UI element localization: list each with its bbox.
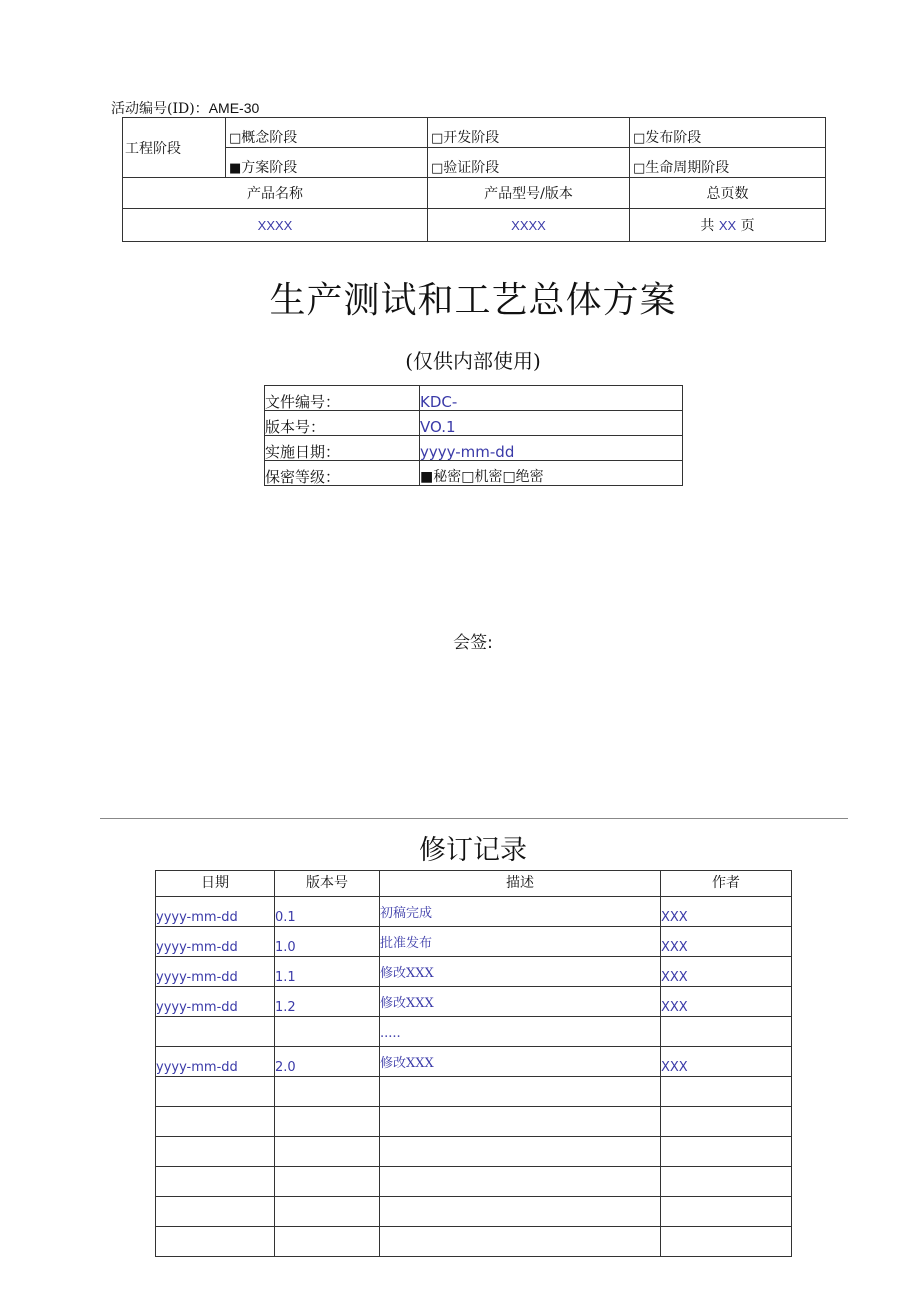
info-row-version: 版本号： VO.1: [265, 411, 683, 436]
revision-cell-author: [661, 1197, 792, 1227]
revision-cell-author: [661, 1167, 792, 1197]
version-value: VO.1: [420, 411, 683, 436]
revision-cell-date: yyyy-mm-dd: [156, 987, 275, 1017]
revision-cell-version: [275, 1227, 380, 1257]
revision-cell-version: [275, 1107, 380, 1137]
product-model-value: XXXX: [428, 209, 630, 242]
revision-header-date: 日期: [156, 871, 275, 897]
revision-cell-version: 2.0: [275, 1047, 380, 1077]
revision-cell-author: XXX: [661, 927, 792, 957]
section-divider: [100, 818, 848, 819]
revision-cell-date: [156, 1107, 275, 1137]
table-row: [156, 1107, 792, 1137]
info-row-effective-date: 实施日期： yyyy-mm-dd: [265, 436, 683, 461]
revision-cell-author: [661, 1017, 792, 1047]
table-row: [156, 1137, 792, 1167]
revision-cell-date: yyyy-mm-dd: [156, 927, 275, 957]
revision-cell-date: [156, 1017, 275, 1047]
revision-cell-date: [156, 1077, 275, 1107]
revision-cell-description: [380, 1197, 661, 1227]
stage-option-concept[interactable]: □概念阶段: [226, 118, 428, 148]
revision-cell-version: [275, 1167, 380, 1197]
revision-cell-version: 1.0: [275, 927, 380, 957]
stage-option-lifecycle[interactable]: □生命周期阶段: [630, 148, 826, 178]
revision-cell-description: 修改XXX: [380, 987, 661, 1017]
revision-cell-description: 修改XXX: [380, 1047, 661, 1077]
revision-cell-description: [380, 1107, 661, 1137]
stage-table: [122, 117, 826, 242]
revision-cell-author: XXX: [661, 987, 792, 1017]
revision-cell-description: [380, 1077, 661, 1107]
activity-id-label: 活动编号(ID)：: [111, 101, 209, 117]
revision-cell-author: XXX: [661, 957, 792, 987]
revision-cell-description: 修改XXX: [380, 957, 661, 987]
document-subtitle: (仅供内部使用): [405, 349, 541, 373]
info-row-security-level: 保密等级： ■秘密□机密□绝密: [265, 461, 683, 486]
table-row: [156, 957, 792, 987]
revision-header-author: 作者: [661, 871, 792, 897]
product-model-header: 产品型号/版本: [428, 178, 630, 209]
revision-cell-version: 0.1: [275, 897, 380, 927]
stage-option-development[interactable]: □开发阶段: [428, 118, 630, 148]
revision-header-description: 描述: [380, 871, 661, 897]
revision-table: [155, 870, 792, 1257]
revision-cell-date: yyyy-mm-dd: [156, 897, 275, 927]
revision-cell-author: [661, 1137, 792, 1167]
table-row: [156, 1017, 792, 1047]
revision-cell-version: [275, 1197, 380, 1227]
revision-record-title: 修订记录: [419, 835, 527, 866]
table-row: [156, 1227, 792, 1257]
stage-option-verification[interactable]: □验证阶段: [428, 148, 630, 178]
revision-cell-description: [380, 1227, 661, 1257]
activity-id: [111, 98, 259, 118]
table-row: [156, 987, 792, 1017]
revision-header-version: 版本号: [275, 871, 380, 897]
product-name-header: 产品名称: [123, 178, 428, 209]
table-row: [156, 1077, 792, 1107]
revision-cell-description: [380, 1137, 661, 1167]
table-row: [156, 1167, 792, 1197]
revision-cell-description: [380, 1167, 661, 1197]
revision-cell-date: yyyy-mm-dd: [156, 957, 275, 987]
engineering-stage-label: 工程阶段: [123, 118, 226, 178]
revision-cell-date: [156, 1197, 275, 1227]
revision-cell-date: yyyy-mm-dd: [156, 1047, 275, 1077]
total-pages-header: 总页数: [630, 178, 826, 209]
activity-id-value: AME-30: [208, 100, 260, 116]
revision-cell-date: [156, 1137, 275, 1167]
security-level-value[interactable]: ■秘密□机密□绝密: [420, 461, 683, 486]
document-title: 生产测试和工艺总体方案: [269, 280, 677, 321]
table-row: [156, 1047, 792, 1077]
revision-cell-version: 1.2: [275, 987, 380, 1017]
revision-cell-version: [275, 1077, 380, 1107]
revision-header-row: [156, 871, 792, 897]
revision-cell-author: XXX: [661, 1047, 792, 1077]
revision-cell-description: .....: [380, 1017, 661, 1047]
revision-cell-author: XXX: [661, 897, 792, 927]
total-pages-value: 共 XX 页: [630, 209, 826, 242]
doc-number-value: KDC-: [420, 386, 683, 411]
table-row: [156, 1197, 792, 1227]
revision-cell-description: 初稿完成: [380, 897, 661, 927]
revision-cell-version: [275, 1017, 380, 1047]
table-row: [156, 897, 792, 927]
revision-cell-version: [275, 1137, 380, 1167]
product-name-value: XXXX: [123, 209, 428, 242]
revision-cell-date: [156, 1227, 275, 1257]
effective-date-value: yyyy-mm-dd: [420, 436, 683, 461]
revision-cell-description: 批准发布: [380, 927, 661, 957]
revision-cell-date: [156, 1167, 275, 1197]
stage-option-proposal[interactable]: ■方案阶段: [226, 148, 428, 178]
revision-cell-author: [661, 1227, 792, 1257]
revision-cell-author: [661, 1077, 792, 1107]
revision-cell-version: 1.1: [275, 957, 380, 987]
revision-cell-author: [661, 1107, 792, 1137]
table-row: [156, 927, 792, 957]
stage-option-release[interactable]: □发布阶段: [630, 118, 826, 148]
countersign-label: 会签:: [453, 633, 493, 653]
info-row-doc-number: 文件编号： KDC-: [265, 386, 683, 411]
document-info-table: [264, 385, 683, 486]
